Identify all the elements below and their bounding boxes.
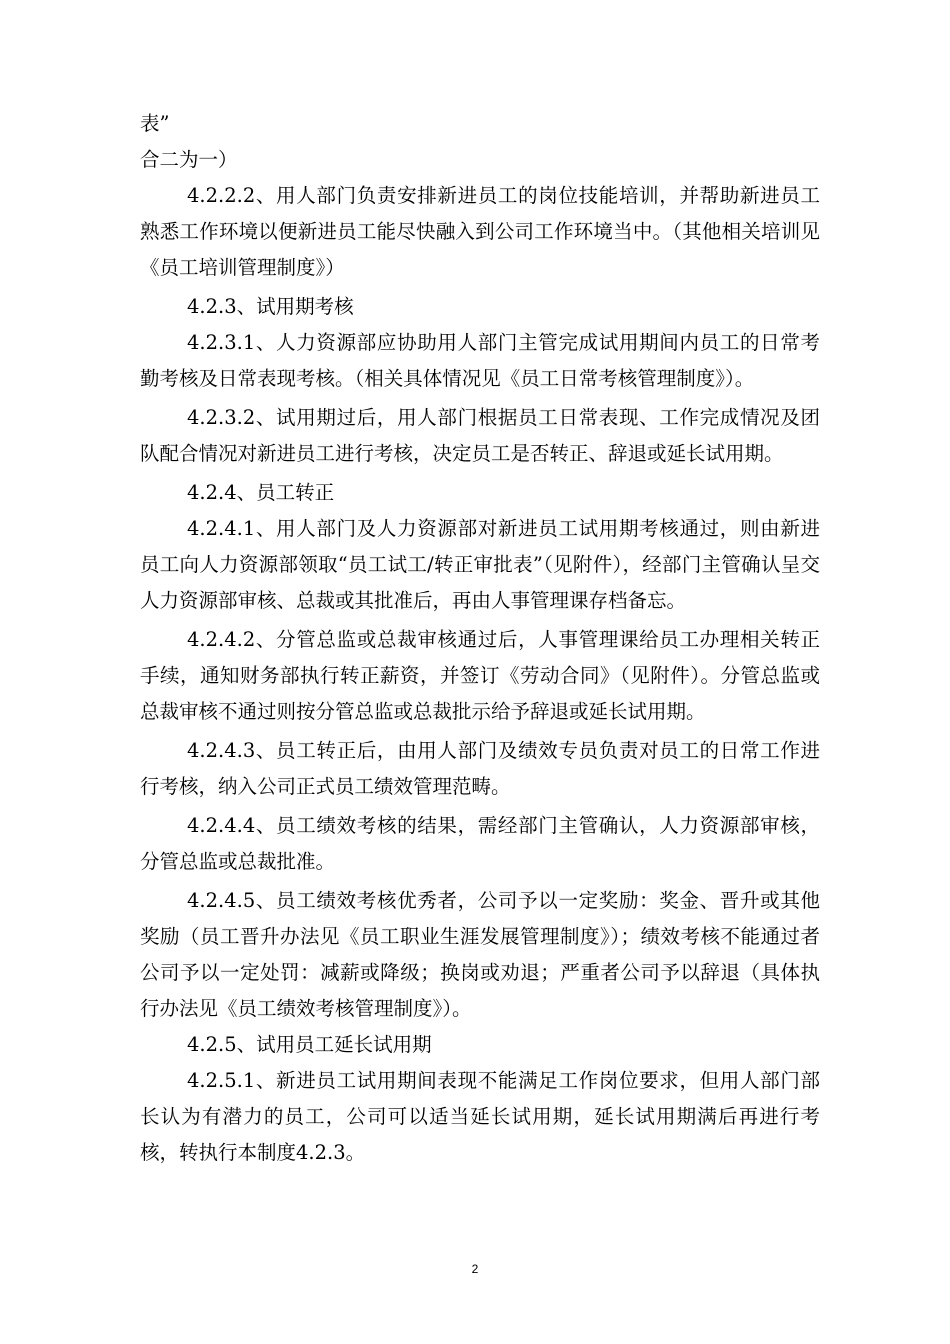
paragraph: 4.2.4.1、用人部门及人力资源部对新进员工试用期考核通过，则由新进员工向人力资源部领取“员工试工/转正审批表”（见附件），经部门主管确认呈交人力资源部审核、总裁或其批准后，再由人事管理课存档备忘。 bbox=[140, 517, 820, 612]
page-number: 2 bbox=[471, 1262, 479, 1276]
section-heading: 4.2.5、试用员工延长试用期 bbox=[187, 1033, 432, 1056]
paragraph: 4.2.5.1、新进员工试用期间表现不能满足工作岗位要求，但用人部门部长认为有潜力的员工，公司可以适当延长试用期，延长试用期满后再进行考核，转执行本制度4.2.3。 bbox=[140, 1069, 820, 1164]
paragraph: 4.2.2.2、用人部门负责安排新进员工的岗位技能培训，并帮助新进员工熟悉工作环境以便新进员工能尽快融入到公司工作环境当中。（其他相关培训见《员工培训管理制度》） bbox=[140, 184, 820, 279]
paragraph: 4.2.4.3、员工转正后，由用人部门及绩效专员负责对员工的日常工作进行考核，纳入公司正式员工绩效管理范畴。 bbox=[140, 739, 820, 798]
paragraph: 4.2.3.1、人力资源部应协助用人部门主管完成试用期间内员工的日常考勤考核及日常表现考核。（相关具体情况见《员工日常考核管理制度》）。 bbox=[140, 331, 820, 390]
paragraph: 合二为一） bbox=[140, 148, 238, 171]
section-heading: 4.2.4、员工转正 bbox=[187, 481, 335, 504]
paragraph: 4.2.4.4、员工绩效考核的结果，需经部门主管确认，人力资源部审核，分管总监或总裁批准。 bbox=[140, 814, 820, 873]
paragraph: 4.2.3.2、试用期过后，用人部门根据员工日常表现、工作完成情况及团队配合情况对新进员工进行考核，决定员工是否转正、辞退或延长试用期。 bbox=[140, 406, 820, 465]
section-heading: 4.2.3、试用期考核 bbox=[187, 295, 354, 318]
paragraph: 4.2.4.5、员工绩效考核优秀者，公司予以一定奖励：奖金、晋升或其他奖励（员工晋升办法见《员工职业生涯发展管理制度》）；绩效考核不能通过者公司予以一定处罚：减薪或降级；换岗或劝退；严重者公司予以辞退（具体执行办法见《员工绩效考核管理制度》）。 bbox=[140, 889, 820, 1020]
paragraph: 表” bbox=[140, 112, 170, 135]
document-body bbox=[140, 106, 820, 1171]
paragraph: 4.2.4.2、分管总监或总裁审核通过后，人事管理课给员工办理相关转正手续，通知财务部执行转正薪资，并签订《劳动合同》（见附件）。分管总监或总裁审核不通过则按分管总监或总裁批示给予辞退或延长试用期。 bbox=[140, 628, 820, 723]
